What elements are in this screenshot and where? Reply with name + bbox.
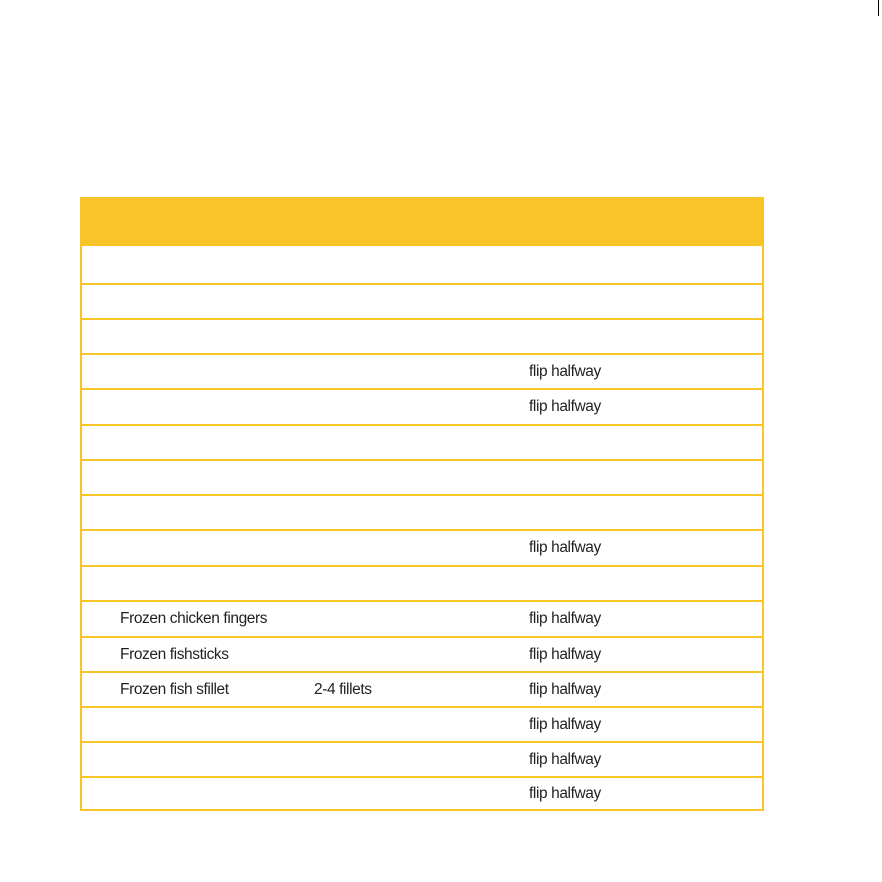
- food-cell: Frozen fishsticks: [120, 645, 229, 663]
- table-row: [82, 706, 762, 741]
- note-cell: flip halfway: [529, 784, 601, 802]
- note-cell: flip halfway: [529, 715, 601, 733]
- note-cell: flip halfway: [529, 645, 601, 663]
- page-edge-mark: [878, 0, 879, 16]
- table-row: [82, 741, 762, 776]
- table-row: [82, 494, 762, 529]
- table-row: [82, 283, 762, 318]
- food-cell: Frozen fish sfillet: [120, 680, 229, 698]
- note-cell: flip halfway: [529, 610, 601, 627]
- table-row: [82, 529, 762, 565]
- food-cell: Frozen chicken fingers: [120, 610, 268, 627]
- note-cell: flip halfway: [529, 750, 601, 768]
- table-header: [82, 197, 762, 244]
- note-cell: flip halfway: [529, 398, 601, 415]
- table-row: [82, 353, 762, 388]
- table-row: [82, 565, 762, 600]
- table-row: [82, 776, 762, 809]
- cooking-table: [80, 197, 764, 811]
- table-row: [82, 600, 762, 636]
- note-cell: flip halfway: [529, 362, 601, 380]
- note-cell: flip halfway: [529, 680, 601, 698]
- table-row: [82, 318, 762, 353]
- amount-cell: 2-4 fillets: [314, 680, 372, 698]
- table-row: [82, 636, 762, 671]
- table-row: [82, 388, 762, 424]
- table-row: [82, 459, 762, 494]
- table-row: [82, 424, 762, 459]
- table-row: [82, 244, 762, 283]
- table-row: [82, 671, 762, 706]
- note-cell: flip halfway: [529, 539, 601, 556]
